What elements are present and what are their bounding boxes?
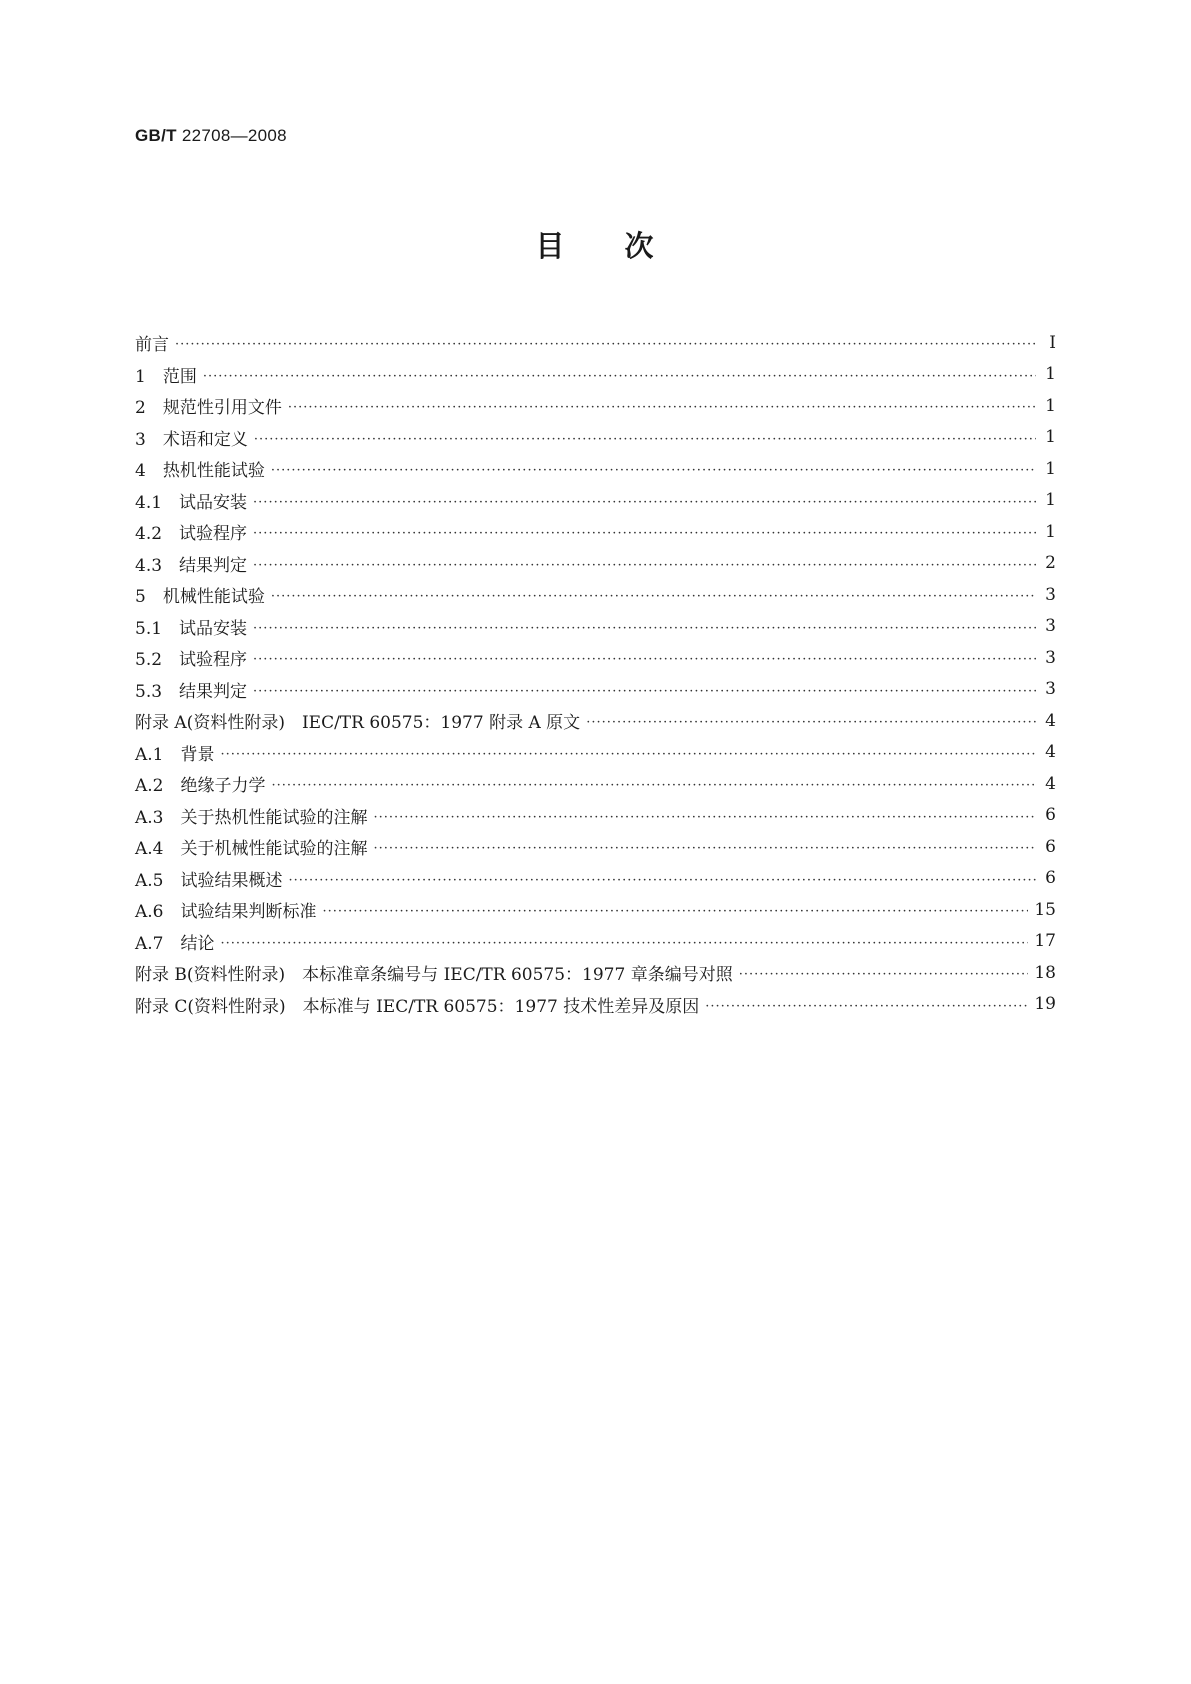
toc-entry-label: 2 规范性引用文件 [135,398,282,419]
toc-leader [254,428,1036,447]
toc-leader [203,365,1036,384]
standard-code [135,126,287,146]
toc-entry[interactable] [135,516,1056,548]
toc-entry[interactable] [135,831,1056,863]
toc-entry-page: 6 [1045,868,1056,889]
toc-entry-label: 附录 C(资料性附录) 本标准与 IEC/TR 60575：1977 技术性差异及原因 [135,996,700,1017]
toc-entry-label: 5.2 试验程序 [135,650,248,671]
toc-leader [586,711,1036,730]
toc-entry[interactable] [135,768,1056,800]
toc-leader [253,648,1036,667]
toc-leader [271,585,1036,604]
title-char-2: 次 [624,229,656,263]
toc-leader [253,522,1036,541]
toc-entry[interactable] [135,548,1056,580]
table-of-contents [135,327,1056,1020]
toc-entry-label: 5.3 结果判定 [135,681,248,702]
toc-entry[interactable] [135,611,1056,643]
toc-entry[interactable] [135,705,1056,737]
toc-entry-page: 17 [1034,931,1056,952]
toc-entry-label: 5.1 试品安装 [135,618,248,639]
toc-entry-page: 4 [1045,710,1056,731]
toc-entry-label: 3 术语和定义 [135,429,248,450]
toc-entry-page: 1 [1045,395,1056,416]
toc-entry-page: Ⅰ [1049,332,1056,353]
toc-entry-page: 1 [1045,427,1056,448]
toc-leader [221,743,1037,762]
toc-leader [323,900,1029,919]
toc-entry-label: 4.3 结果判定 [135,555,248,576]
toc-entry-label: 附录 B(资料性附录) 本标准章条编号与 IEC/TR 60575：1977 章条编号对照 [135,965,733,986]
toc-entry-page: 4 [1045,742,1056,763]
toc-entry-label: A.5 试验结果概述 [135,870,283,891]
toc-entry[interactable] [135,989,1056,1021]
toc-leader [705,995,1028,1014]
toc-entry-page: 3 [1045,679,1056,700]
toc-entry-label: A.2 绝缘子力学 [135,776,266,797]
toc-entry-page: 3 [1045,584,1056,605]
toc-leader [739,963,1029,982]
toc-entry-page: 1 [1045,521,1056,542]
toc-entry-label: A.3 关于热机性能试验的注解 [135,807,368,828]
toc-entry-label: A.7 结论 [135,933,215,954]
toc-entry[interactable] [135,390,1056,422]
toc-entry[interactable] [135,737,1056,769]
toc-leader [271,459,1036,478]
toc-leader [253,554,1036,573]
toc-entry-page: 1 [1045,364,1056,385]
toc-entry[interactable] [135,422,1056,454]
toc-entry-label: 5 机械性能试验 [135,587,265,608]
toc-entry[interactable] [135,485,1056,517]
toc-entry[interactable] [135,359,1056,391]
toc-entry[interactable] [135,579,1056,611]
standard-number: 22708—2008 [181,126,287,145]
toc-entry-page: 4 [1045,773,1056,794]
toc-entry[interactable] [135,800,1056,832]
page-title [0,224,1191,265]
toc-leader [175,333,1036,352]
toc-entry-page: 3 [1045,616,1056,637]
toc-entry-label: 4.1 试品安装 [135,492,248,513]
toc-entry-page: 2 [1045,553,1056,574]
toc-leader [253,680,1036,699]
toc-leader [374,837,1037,856]
toc-entry-label: 1 范围 [135,366,197,387]
toc-entry-page: 19 [1034,994,1056,1015]
toc-entry-label: 4 热机性能试验 [135,461,265,482]
toc-leader [221,932,1029,951]
toc-entry-label: A.1 背景 [135,744,215,765]
toc-entry-page: 1 [1045,458,1056,479]
toc-entry[interactable] [135,863,1056,895]
toc-entry-label: 前言 [135,335,169,356]
toc-entry-page: 3 [1045,647,1056,668]
toc-entry-page: 6 [1045,805,1056,826]
toc-entry[interactable] [135,453,1056,485]
toc-entry[interactable] [135,957,1056,989]
toc-entry[interactable] [135,327,1056,359]
toc-entry-label: 4.2 试验程序 [135,524,248,545]
toc-entry[interactable] [135,642,1056,674]
toc-leader [272,774,1037,793]
toc-entry-page: 18 [1034,962,1056,983]
toc-leader [253,617,1036,636]
toc-leader [289,869,1037,888]
toc-leader [374,806,1037,825]
toc-entry-label: A.4 关于机械性能试验的注解 [135,839,368,860]
standard-prefix: GB/T [135,126,177,145]
toc-leader [253,491,1036,510]
toc-entry-label: 附录 A(资料性附录) IEC/TR 60575：1977 附录 A 原文 [135,713,581,734]
toc-entry-page: 1 [1045,490,1056,511]
toc-entry-label: A.6 试验结果判断标准 [135,902,317,923]
toc-leader [288,396,1036,415]
toc-entry-page: 15 [1034,899,1056,920]
toc-entry-page: 6 [1045,836,1056,857]
title-char-1: 目 [535,229,567,263]
toc-entry[interactable] [135,894,1056,926]
toc-entry[interactable] [135,674,1056,706]
toc-entry[interactable] [135,926,1056,958]
